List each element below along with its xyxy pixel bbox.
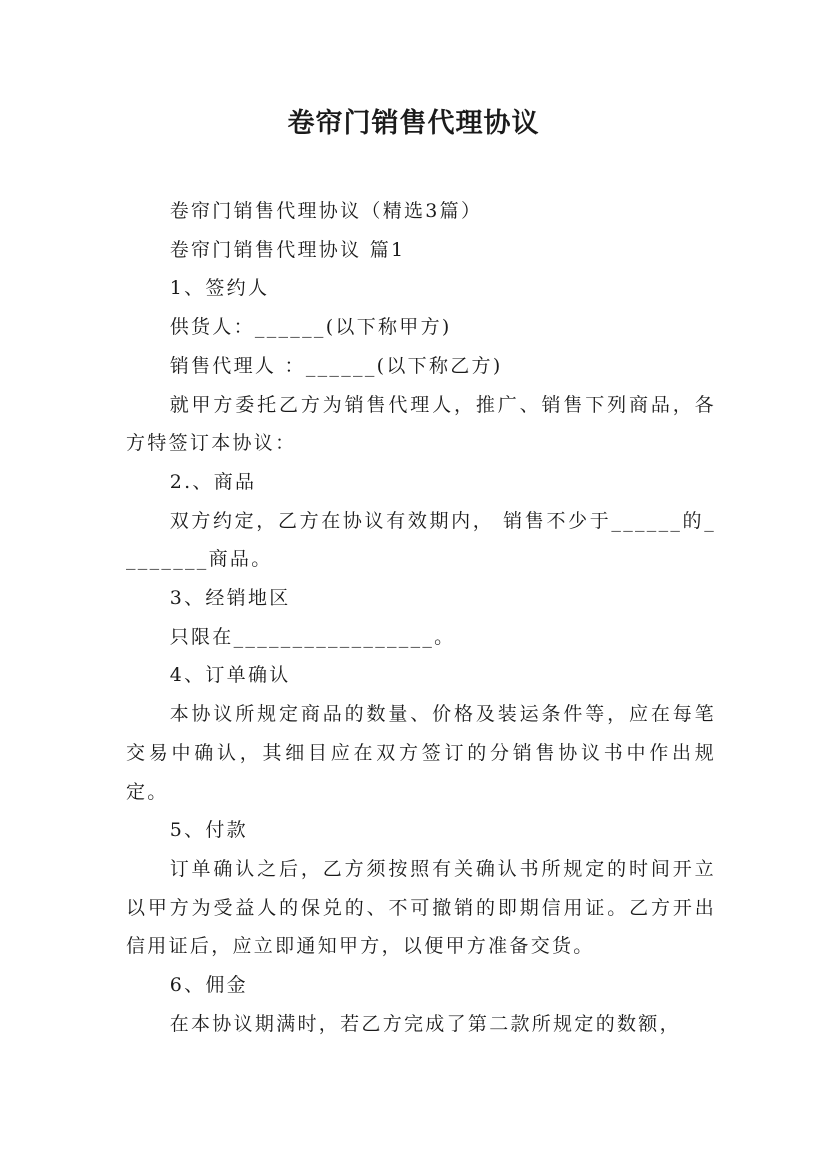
section-heading-order-confirmation: 4、订单确认	[169, 664, 291, 687]
paragraph-subtitle: 卷帘门销售代理协议（精选3篇）	[169, 200, 483, 222]
paragraph-territory: 只限在_________________。	[169, 625, 456, 648]
section-heading-payment: 5、付款	[169, 819, 248, 842]
paragraph-commission: 在本协议期满时，若乙方完成了第二款所规定的数额，	[169, 1012, 681, 1035]
document-body	[126, 192, 716, 1043]
paragraph-supplier: 供货人：______(以下称甲方)	[169, 316, 452, 339]
paragraph-sales-agent: 销售代理人 ：______(以下称乙方)	[169, 354, 503, 377]
paragraph-goods: 双方约定，乙方在协议有效期内， 销售不少于______的________商品。	[126, 509, 716, 571]
section-heading-signatories: 1、签约人	[169, 277, 270, 300]
section-heading-goods: 2.、商品	[169, 470, 257, 493]
paragraph-order-confirmation: 本协议所规定商品的数量、价格及装运条件等，应在每笔交易中确认，其细目应在双方签订的分销售协议书中作出规定。	[126, 703, 716, 803]
paragraph-entrustment: 就甲方委托乙方为销售代理人，推广、销售下列商品，各方特签订本协议：	[126, 393, 716, 455]
paragraph-part-heading: 卷帘门销售代理协议 篇1	[169, 238, 406, 261]
section-heading-commission: 6、佣金	[169, 974, 248, 997]
section-heading-territory: 3、经销地区	[169, 587, 291, 610]
document-title: 卷帘门销售代理协议	[287, 108, 540, 139]
paragraph-payment: 订单确认之后，乙方须按照有关确认书所规定的时间开立以甲方为受益人的保兑的、不可撤销的即期信用证。乙方开出信用证后，应立即通知甲方，以便甲方准备交货。	[126, 857, 716, 958]
